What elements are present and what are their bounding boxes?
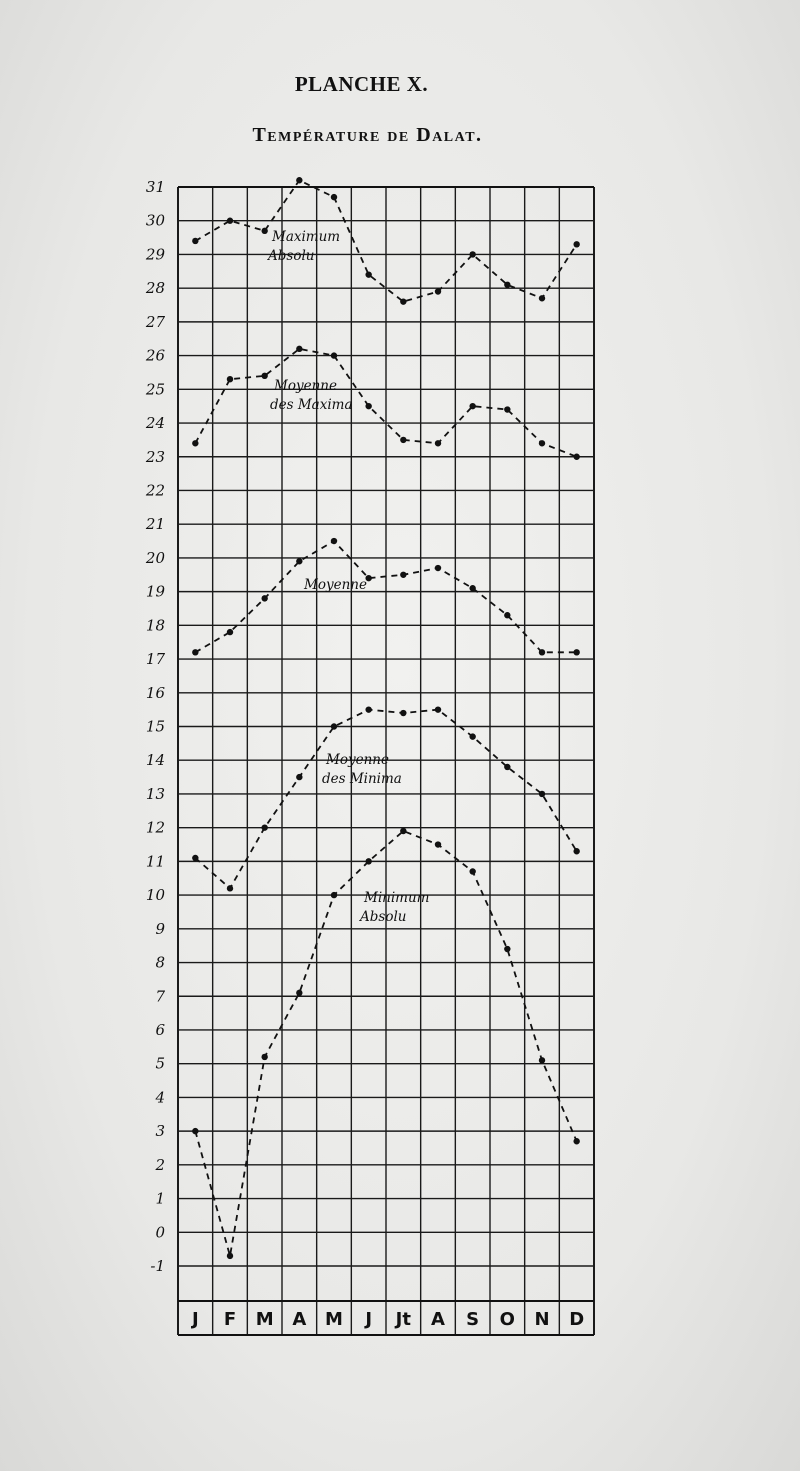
y-tick-label: 0 bbox=[155, 1223, 165, 1242]
data-point bbox=[573, 241, 579, 247]
y-tick-label: 6 bbox=[155, 1020, 165, 1039]
data-point bbox=[400, 828, 406, 834]
series-label: des Minima bbox=[322, 771, 402, 787]
y-tick-label: 26 bbox=[145, 346, 165, 365]
x-tick-label: J bbox=[365, 1309, 373, 1330]
y-tick-label: 16 bbox=[145, 683, 165, 702]
y-tick-label: 25 bbox=[145, 380, 165, 399]
data-point bbox=[331, 194, 337, 200]
data-point bbox=[227, 629, 233, 635]
data-point bbox=[331, 352, 337, 358]
data-point bbox=[435, 706, 441, 712]
series-label: Maximum bbox=[272, 229, 341, 245]
y-tick-label: 2 bbox=[155, 1155, 165, 1174]
y-tick-label: 31 bbox=[145, 178, 165, 196]
x-tick-label: N bbox=[534, 1309, 550, 1330]
data-point bbox=[261, 824, 267, 830]
data-point bbox=[192, 855, 198, 861]
data-point bbox=[227, 1253, 233, 1259]
data-point bbox=[296, 346, 302, 352]
data-point bbox=[435, 440, 441, 446]
data-point bbox=[400, 298, 406, 304]
y-tick-label: 30 bbox=[145, 211, 165, 230]
data-point bbox=[573, 848, 579, 854]
data-point bbox=[504, 406, 510, 412]
x-tick-label: M bbox=[325, 1309, 343, 1330]
y-tick-label: 15 bbox=[145, 717, 165, 736]
data-point bbox=[573, 454, 579, 460]
data-point bbox=[261, 228, 267, 234]
y-tick-label: 7 bbox=[155, 987, 165, 1006]
data-point bbox=[539, 649, 545, 655]
data-point bbox=[365, 706, 371, 712]
data-point bbox=[435, 841, 441, 847]
series-label: Absolu bbox=[268, 248, 315, 264]
x-tick-label: A bbox=[431, 1309, 445, 1330]
plate-title: PLANCHE X. bbox=[294, 72, 429, 96]
y-tick-label: 10 bbox=[145, 886, 165, 905]
data-point bbox=[331, 538, 337, 544]
y-tick-label: 3 bbox=[155, 1122, 165, 1141]
data-point bbox=[192, 649, 198, 655]
data-point bbox=[227, 885, 233, 891]
data-point bbox=[469, 868, 475, 874]
data-point bbox=[469, 403, 475, 409]
y-tick-label: 11 bbox=[145, 852, 165, 871]
data-point bbox=[261, 595, 267, 601]
data-point bbox=[192, 440, 198, 446]
data-point bbox=[504, 946, 510, 952]
data-point bbox=[296, 990, 302, 996]
y-tick-label: 18 bbox=[145, 616, 165, 635]
data-point bbox=[504, 612, 510, 618]
data-point bbox=[469, 733, 475, 739]
y-tick-label: 27 bbox=[145, 312, 165, 331]
data-point bbox=[504, 764, 510, 770]
series-label: des Maxima bbox=[270, 397, 353, 413]
y-tick-label: 1 bbox=[155, 1189, 165, 1208]
y-tick-label: 12 bbox=[145, 818, 165, 837]
y-tick-label: 14 bbox=[145, 751, 165, 770]
data-point bbox=[539, 295, 545, 301]
y-tick-label: 24 bbox=[145, 414, 165, 433]
data-point bbox=[539, 1057, 545, 1063]
y-tick-label: 9 bbox=[155, 919, 165, 938]
y-tick-label: 28 bbox=[145, 279, 165, 298]
data-point bbox=[435, 565, 441, 571]
y-tick-label: 29 bbox=[145, 245, 165, 264]
x-tick-label: Jt bbox=[395, 1309, 411, 1330]
data-point bbox=[192, 238, 198, 244]
y-tick-label: 5 bbox=[155, 1054, 165, 1073]
series-label: Absolu bbox=[360, 909, 407, 925]
x-tick-label: M bbox=[255, 1309, 274, 1330]
data-point bbox=[296, 774, 302, 780]
series-label: Moyenne bbox=[274, 378, 337, 394]
data-point bbox=[573, 649, 579, 655]
data-point bbox=[365, 403, 371, 409]
y-tick-labels bbox=[145, 178, 166, 1275]
data-point bbox=[296, 177, 302, 183]
data-point bbox=[296, 558, 302, 564]
x-tick-label: S bbox=[466, 1309, 480, 1330]
data-point bbox=[400, 437, 406, 443]
data-point bbox=[539, 440, 545, 446]
data-point bbox=[400, 710, 406, 716]
y-tick-label: 21 bbox=[145, 515, 165, 534]
data-point bbox=[261, 373, 267, 379]
x-tick-label: J bbox=[191, 1309, 199, 1330]
series-label: Moyenne bbox=[304, 577, 367, 593]
y-tick-label: 17 bbox=[145, 650, 165, 669]
data-point bbox=[192, 1128, 198, 1134]
data-point bbox=[573, 1138, 579, 1144]
data-point bbox=[469, 251, 475, 257]
data-point bbox=[400, 572, 406, 578]
y-tick-label: -1 bbox=[150, 1257, 165, 1275]
data-point bbox=[504, 282, 510, 288]
data-point bbox=[331, 892, 337, 898]
data-point bbox=[469, 585, 475, 591]
data-point bbox=[365, 858, 371, 864]
data-point bbox=[539, 791, 545, 797]
series-label: Moyenne bbox=[326, 752, 389, 768]
x-tick-label: D bbox=[569, 1309, 585, 1330]
y-tick-label: 20 bbox=[145, 548, 165, 567]
data-point bbox=[227, 376, 233, 382]
x-tick-label: O bbox=[499, 1309, 515, 1330]
data-point bbox=[435, 288, 441, 294]
y-tick-label: 19 bbox=[145, 582, 165, 601]
y-tick-label: 22 bbox=[145, 481, 165, 500]
x-tick-label: A bbox=[292, 1309, 307, 1330]
series-label: Minimum bbox=[364, 890, 430, 906]
x-tick-label: F bbox=[223, 1309, 237, 1330]
data-point bbox=[331, 723, 337, 729]
chart-title: Température de Dalat. bbox=[252, 124, 483, 146]
y-tick-label: 4 bbox=[155, 1088, 165, 1107]
y-tick-label: 13 bbox=[145, 784, 165, 803]
y-tick-label: 8 bbox=[155, 953, 165, 972]
data-point bbox=[261, 1054, 267, 1060]
y-tick-label: 23 bbox=[145, 447, 165, 466]
data-point bbox=[365, 271, 371, 277]
data-point bbox=[227, 218, 233, 224]
